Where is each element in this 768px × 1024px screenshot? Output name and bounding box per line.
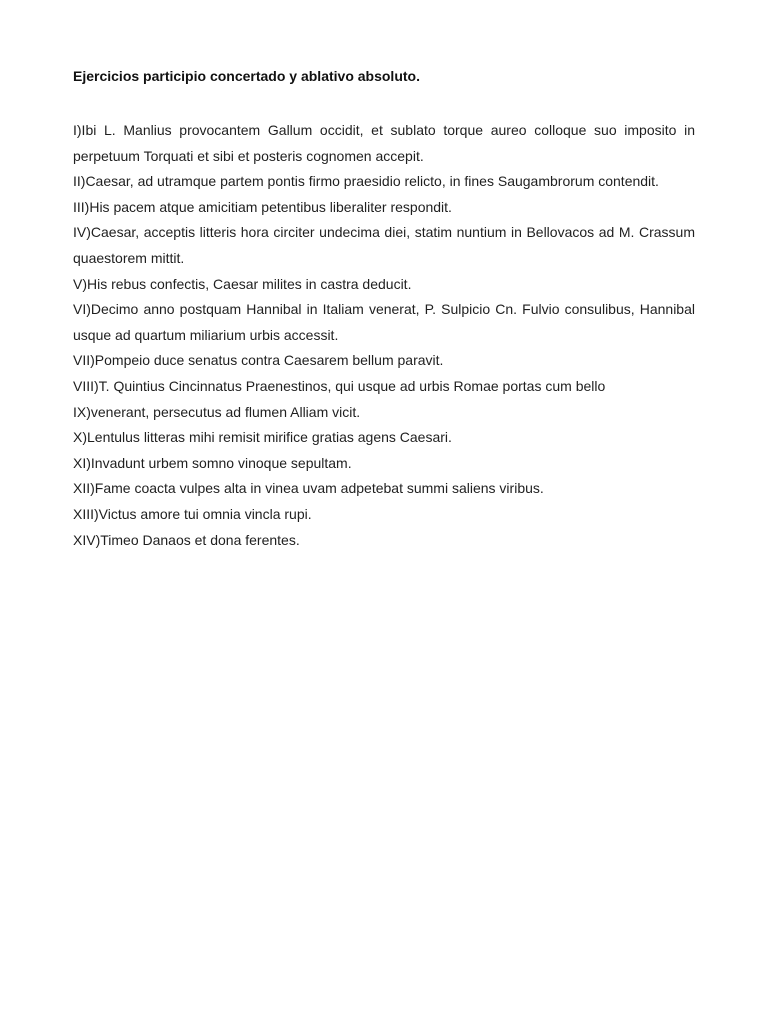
exercise-item: VIII)T. Quintius Cincinnatus Praenestinos, qui usque ad urbis Romae portas cum bello bbox=[73, 377, 606, 394]
exercise-item: XI)Invadunt urbem somno vinoque sepultam. bbox=[73, 454, 352, 471]
exercise-item: XIII)Victus amore tui omnia vincla rupi. bbox=[73, 505, 312, 522]
exercise-item: IX)venerant, persecutus ad flumen Alliam vicit. bbox=[73, 403, 361, 420]
exercise-item: IV)Caesar, acceptis litteris hora circiter undecima diei, statim nuntium in Bellovacos ad M. Crassum quaestorem mittit. bbox=[73, 224, 695, 266]
exercise-list bbox=[73, 118, 695, 553]
exercise-item: V)His rebus confectis, Caesar milites in castra deducit. bbox=[73, 275, 412, 292]
exercise-item: VII)Pompeio duce senatus contra Caesarem bellum paravit. bbox=[73, 352, 444, 369]
exercise-item: VI)Decimo anno postquam Hannibal in Italiam venerat, P. Sulpicio Cn. Fulvio consulibus, Hannibal usque ad quartum miliarium urbis accessit. bbox=[73, 301, 695, 343]
exercise-item: X)Lentulus litteras mihi remisit mirifice gratias agens Caesari. bbox=[73, 429, 452, 446]
exercise-item: II)Caesar, ad utramque partem pontis firmo praesidio relicto, in fines Saugambrorum contendit. bbox=[73, 173, 659, 190]
exercise-item: XII)Fame coacta vulpes alta in vinea uvam adpetebat summi saliens viribus. bbox=[73, 480, 544, 497]
document-title: Ejercicios participio concertado y ablativo absoluto. bbox=[73, 68, 420, 84]
exercise-item: XIV)Timeo Danaos et dona ferentes. bbox=[73, 531, 300, 548]
exercise-item: III)His pacem atque amicitiam petentibus liberaliter respondit. bbox=[73, 198, 452, 215]
exercise-item: I)Ibi L. Manlius provocantem Gallum occidit, et sublato torque aureo colloque suo imposito in perpetuum Torquati et sibi et posteris cognomen accepit. bbox=[73, 122, 695, 164]
